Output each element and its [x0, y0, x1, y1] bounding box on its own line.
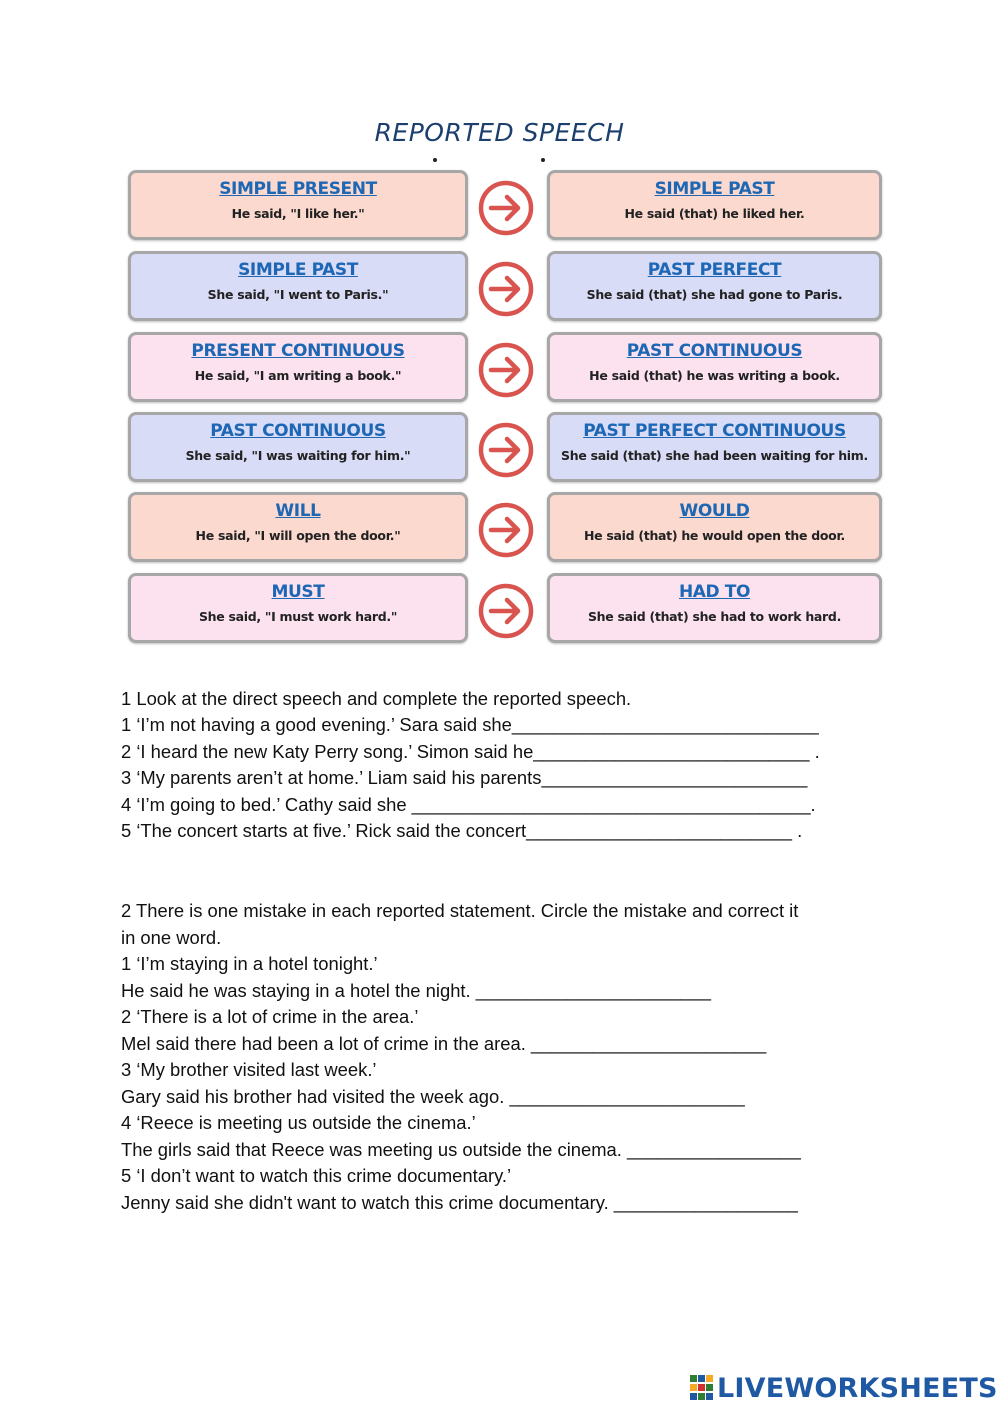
worksheet-title: REPORTED SPEECH [374, 118, 625, 147]
decorative-dot [433, 158, 437, 162]
reported-tense-box [547, 251, 882, 321]
tense-row [128, 332, 884, 406]
direct-statement: 1 ‘I’m staying in a hotel tonight.’ [121, 953, 378, 974]
direct-tense-box [128, 170, 468, 240]
direct-example: She said, "I went to Paris." [207, 287, 389, 302]
reported-example: She said (that) she had gone to Paris. [586, 287, 843, 302]
reported-example: He said (that) he liked her. [624, 206, 805, 221]
reported-tense-box [547, 573, 882, 643]
arrow-right-icon [477, 341, 535, 399]
exercise-2-instruction: in one word. [121, 927, 222, 948]
tense-row [128, 251, 884, 325]
reported-statement[interactable]: Gary said his brother had visited the week ago. _______________________ [121, 1086, 745, 1107]
tense-row [128, 492, 884, 566]
reported-tense-box [547, 412, 882, 482]
reported-statement[interactable]: Jenny said she didn't want to watch this crime documentary. __________________ [121, 1192, 798, 1213]
reported-tense-heading: PAST PERFECT CONTINUOUS [583, 421, 846, 441]
direct-statement: 5 ‘I don’t want to watch this crime documentary.’ [121, 1165, 512, 1186]
direct-tense-box [128, 492, 468, 562]
logo-text: LIVEWORKSHEETS [717, 1372, 998, 1404]
direct-example: She said, "I was waiting for him." [185, 448, 411, 463]
tense-row [128, 170, 884, 244]
direct-example: He said, "I am writing a book." [194, 368, 402, 383]
reported-example: She said (that) she had been waiting for him. [561, 448, 868, 463]
arrow-right-icon [477, 260, 535, 318]
direct-example: He said, "I will open the door." [195, 528, 401, 543]
direct-statement: 2 ‘There is a lot of crime in the area.’ [121, 1006, 419, 1027]
arrow-right-icon [477, 582, 535, 640]
exercise-1-item[interactable]: 2 ‘I heard the new Katy Perry song.’ Simon said he___________________________ . [121, 741, 820, 762]
arrow-right-icon [477, 179, 535, 237]
direct-statement: 4 ‘Reece is meeting us outside the cinema.’ [121, 1112, 476, 1133]
reported-example: She said (that) she had to work hard. [587, 609, 842, 624]
direct-tense-heading: SIMPLE PRESENT [219, 179, 377, 199]
reported-statement[interactable]: The girls said that Reece was meeting us outside the cinema. _________________ [121, 1139, 801, 1160]
exercise-1-item[interactable]: 1 ‘I’m not having a good evening.’ Sara said she______________________________ [121, 714, 819, 735]
tense-row [128, 412, 884, 486]
direct-example: She said, "I must work hard." [198, 609, 398, 624]
direct-tense-box [128, 332, 468, 402]
reported-tense-box [547, 170, 882, 240]
logo-blocks-icon [690, 1375, 714, 1401]
reported-tense-heading: WOULD [679, 501, 750, 521]
exercise-1-item[interactable]: 4 ‘I’m going to bed.’ Cathy said she _______________________________________. [121, 794, 816, 815]
reported-tense-heading: SIMPLE PAST [654, 179, 775, 199]
direct-tense-box [128, 251, 468, 321]
arrow-right-icon [477, 501, 535, 559]
direct-tense-box [128, 412, 468, 482]
direct-tense-box [128, 573, 468, 643]
direct-tense-heading: SIMPLE PAST [238, 260, 358, 280]
reported-tense-box [547, 492, 882, 562]
reported-statement[interactable]: He said he was staying in a hotel the night. _______________________ [121, 980, 711, 1001]
direct-example: He said, "I like her." [231, 206, 365, 221]
reported-statement[interactable]: Mel said there had been a lot of crime in the area. _______________________ [121, 1033, 767, 1054]
direct-tense-heading: PAST CONTINUOUS [210, 421, 386, 441]
reported-example: He said (that) he was writing a book. [589, 368, 840, 383]
exercise-1-instruction: 1 Look at the direct speech and complete the reported speech. [121, 688, 632, 709]
reported-tense-heading: HAD TO [678, 582, 751, 602]
direct-tense-heading: WILL [275, 501, 321, 521]
reported-tense-box [547, 332, 882, 402]
direct-statement: 3 ‘My brother visited last week.’ [121, 1059, 377, 1080]
reported-tense-heading: PAST CONTINUOUS [626, 341, 803, 361]
exercise-1-item[interactable]: 5 ‘The concert starts at five.’ Rick said the concert__________________________ . [121, 820, 803, 841]
reported-tense-heading: PAST PERFECT [647, 260, 782, 280]
exercise-1-item[interactable]: 3 ‘My parents aren’t at home.’ Liam said his parents__________________________ [121, 767, 808, 788]
decorative-dot [541, 158, 545, 162]
direct-tense-heading: PRESENT CONTINUOUS [191, 341, 405, 361]
reported-example: He said (that) he would open the door. [584, 528, 845, 543]
liveworksheets-logo [690, 1371, 998, 1405]
direct-tense-heading: MUST [271, 582, 325, 602]
arrow-right-icon [477, 421, 535, 479]
tense-row [128, 573, 884, 647]
exercise-2-instruction: 2 There is one mistake in each reported statement. Circle the mistake and correct it [121, 900, 799, 921]
